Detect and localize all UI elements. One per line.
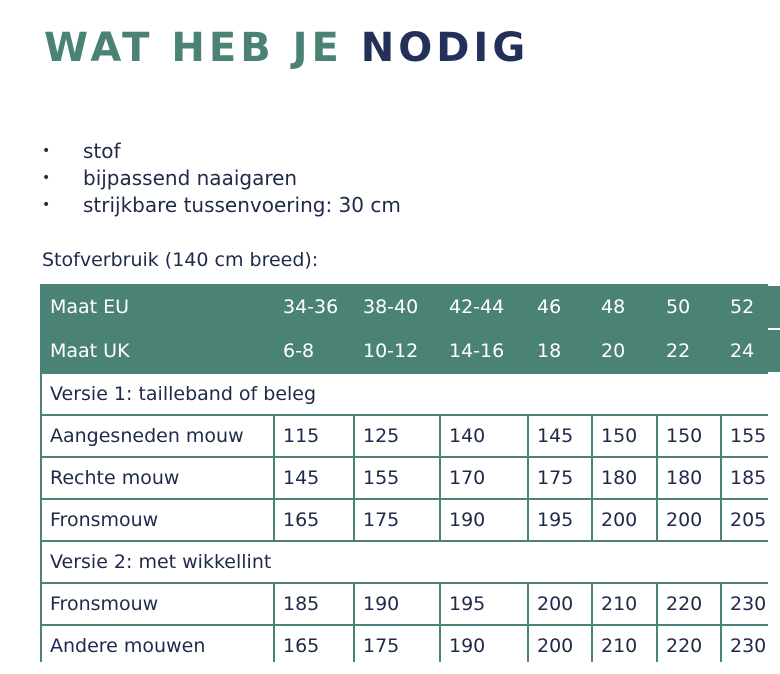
list-item	[40, 138, 401, 165]
table-cell: 145	[529, 416, 591, 456]
row-label-cell: Fronsmouw	[42, 500, 273, 540]
fabric-table-container	[40, 284, 768, 662]
table-row	[42, 416, 780, 456]
list-item	[40, 165, 401, 192]
table-cell: 175	[355, 626, 439, 666]
table-cell: 170	[441, 458, 527, 498]
header-cell: 22	[658, 330, 720, 372]
table-cell: 200	[529, 584, 591, 624]
title-part-1: WAT HEB JE	[44, 25, 343, 71]
header-cell: 48	[593, 286, 656, 328]
table-cell: 230	[722, 584, 780, 624]
table-cell: 155	[355, 458, 439, 498]
table-cell: 165	[275, 626, 353, 666]
header-cell: 18	[529, 330, 591, 372]
materials-list	[40, 138, 401, 219]
list-item	[40, 192, 401, 219]
header-cell: 42-44	[441, 286, 527, 328]
table-cell: 200	[593, 500, 656, 540]
header-row-eu	[42, 286, 780, 328]
table-cell: 230	[722, 626, 780, 666]
table-cell: 190	[441, 626, 527, 666]
row-label-cell: Aangesneden mouw	[42, 416, 273, 456]
header-cell: 6-8	[275, 330, 353, 372]
table-cell: 175	[529, 458, 591, 498]
table-cell: 205	[722, 500, 780, 540]
header-cell: 46	[529, 286, 591, 328]
table-cell: 195	[441, 584, 527, 624]
table-cell: 200	[658, 500, 720, 540]
section-label: Versie 1: tailleband of beleg	[42, 374, 780, 414]
table-cell: 210	[593, 584, 656, 624]
fabric-usage-table	[40, 284, 780, 668]
row-label-cell: Rechte mouw	[42, 458, 273, 498]
bullet-icon: •	[42, 197, 51, 213]
table-cell: 220	[658, 626, 720, 666]
table-row	[42, 626, 780, 666]
table-cell: 140	[441, 416, 527, 456]
table-cell: 125	[355, 416, 439, 456]
section-label: Versie 2: met wikkellint	[42, 542, 780, 582]
header-cell: 38-40	[355, 286, 439, 328]
row-label-cell: Fronsmouw	[42, 584, 273, 624]
header-cell: 10-12	[355, 330, 439, 372]
header-cell: 14-16	[441, 330, 527, 372]
table-cell: 115	[275, 416, 353, 456]
table-row	[42, 500, 780, 540]
table-cell: 185	[722, 458, 780, 498]
row-label-cell: Andere mouwen	[42, 626, 273, 666]
bullet-icon: •	[42, 170, 51, 186]
table-cell: 150	[593, 416, 656, 456]
table-cell: 180	[593, 458, 656, 498]
table-cell: 220	[658, 584, 720, 624]
table-cell: 165	[275, 500, 353, 540]
header-cell: Maat UK	[42, 330, 273, 372]
table-cell: 210	[593, 626, 656, 666]
list-item-text: strijkbare tussenvoering: 30 cm	[83, 193, 401, 217]
table-cell: 155	[722, 416, 780, 456]
header-cell: 24	[722, 330, 780, 372]
table-cell: 200	[529, 626, 591, 666]
table-cell: 185	[275, 584, 353, 624]
fabric-usage-heading: Stofverbruik (140 cm breed):	[42, 249, 319, 271]
table-cell: 190	[355, 584, 439, 624]
table-cell: 150	[658, 416, 720, 456]
page-title	[44, 25, 530, 71]
section-row	[42, 374, 780, 414]
list-item-text: stof	[83, 139, 121, 163]
bullet-icon: •	[42, 143, 51, 159]
table-row	[42, 584, 780, 624]
header-cell: 34-36	[275, 286, 353, 328]
section-row	[42, 542, 780, 582]
table-cell: 175	[355, 500, 439, 540]
table-cell: 180	[658, 458, 720, 498]
title-part-2: NODIG	[360, 25, 530, 71]
header-cell: 50	[658, 286, 720, 328]
table-cell: 190	[441, 500, 527, 540]
header-cell: 20	[593, 330, 656, 372]
header-row-uk	[42, 330, 780, 372]
header-cell: Maat EU	[42, 286, 273, 328]
table-row	[42, 458, 780, 498]
table-cell: 145	[275, 458, 353, 498]
list-item-text: bijpassend naaigaren	[83, 166, 298, 190]
header-cell: 52	[722, 286, 780, 328]
table-cell: 195	[529, 500, 591, 540]
